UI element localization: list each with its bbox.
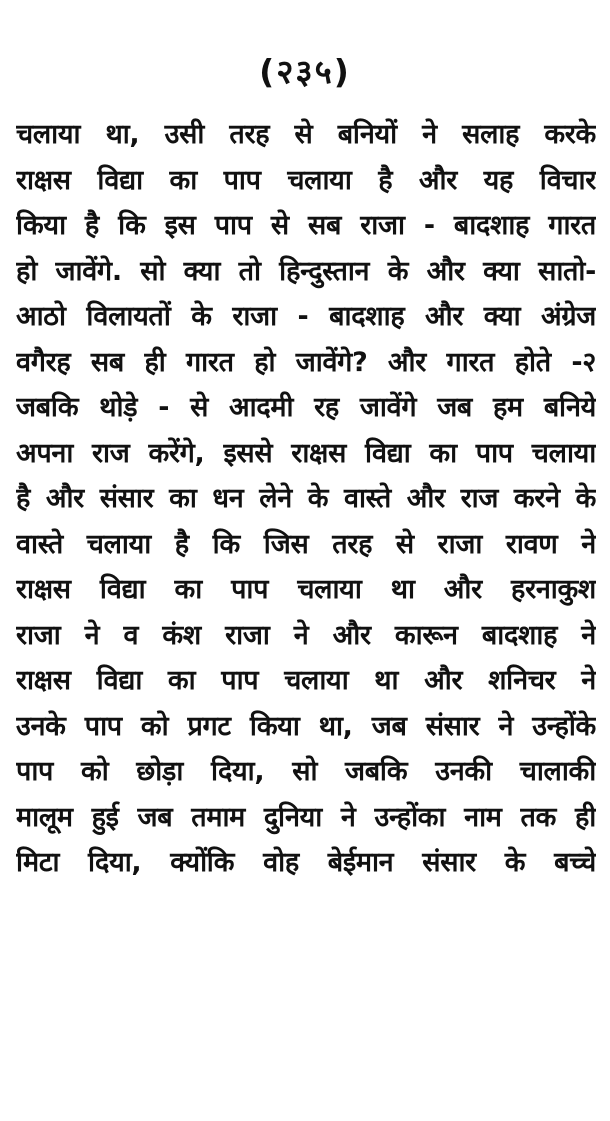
text-line: है और संसार का धन लेने के वास्ते और राज करने के <box>16 483 596 514</box>
text-line: आठो विलायतों के राजा - बादशाह और क्या अंग्रेज <box>16 301 596 332</box>
text-line: राक्षस विद्या का पाप चलाया था और हरनाकुश <box>16 574 596 605</box>
text-line: राक्षस विद्या का पाप चलाया था और शनिचर ने <box>16 665 596 696</box>
text-line: पाप को छोड़ा दिया, सो जबकि उनकी चालाकी <box>16 756 596 787</box>
text-line: मालूम हुई जब तमाम दुनिया ने उन्होंका नाम तक ही <box>16 801 596 833</box>
text-line: राजा ने व कंश राजा ने और कारून बादशाह ने <box>16 619 596 651</box>
text-line: राक्षस विद्या का पाप चलाया है और यह विचार <box>16 164 596 196</box>
text-line: जबकि थोड़े - से आदमी रह जावेंगे जब हम बनिये <box>16 392 596 423</box>
text-line: चलाया था, उसी तरह से बनियों ने सलाह करके <box>16 119 596 150</box>
text-line: मिटा दिया, क्योंकि वोह बेईमान संसार के बच्चे <box>16 847 596 878</box>
text-line: उनके पाप को प्रगट किया था, जब संसार ने उन्होंके <box>16 710 596 742</box>
text-line: अपना राज करेंगे, इससे राक्षस विद्या का पाप चलाया <box>16 437 596 469</box>
body-text <box>16 112 596 886</box>
text-line: वास्ते चलाया है कि जिस तरह से राजा रावण ने <box>16 528 596 560</box>
text-line: हो जावेंगे. सो क्या तो हिन्दुस्तान के और क्या सातो- <box>16 255 596 287</box>
page-number: (२३५) <box>259 52 351 91</box>
text-line: वगैरह सब ही गारत हो जावेंगे? और गारत होते -२ <box>16 346 596 378</box>
text-line: किया है कि इस पाप से सब राजा - बादशाह गारत <box>16 210 596 241</box>
